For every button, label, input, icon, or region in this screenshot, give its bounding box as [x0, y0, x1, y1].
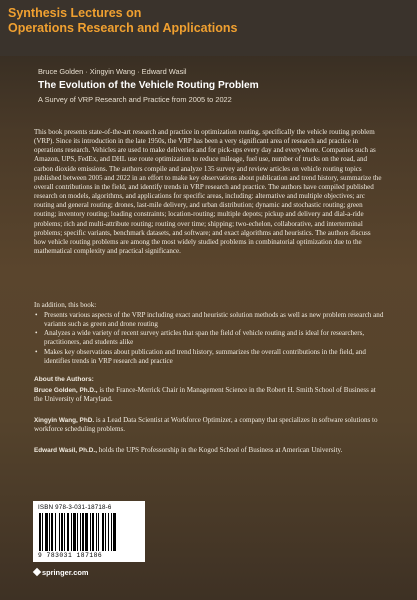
feature-text: Analyzes a wide variety of recent survey articles that span the field of vehicle routing and is ideal for researchers, practitioners, and students alike — [44, 329, 365, 347]
publisher-link[interactable] — [34, 568, 88, 577]
barcode-stripe — [39, 513, 41, 551]
barcode-stripe — [85, 513, 88, 551]
publisher-site: springer.com — [42, 568, 89, 577]
feature-text: Makes key observations about publication and trend history, summarizes the overall contributions in the field, and identifies trends in VRP research and practice — [44, 347, 366, 365]
author-bio — [34, 386, 379, 404]
about-authors-heading: About the Authors: — [34, 376, 94, 383]
feature-item — [34, 348, 386, 366]
barcode — [33, 501, 145, 562]
series-title-line2: Operations Research and Applications — [8, 21, 238, 35]
barcode-stripe — [59, 513, 60, 551]
barcode-stripe — [51, 513, 53, 551]
barcode-stripe — [105, 513, 106, 551]
feature-list — [34, 311, 386, 366]
bullet-icon: • — [35, 347, 38, 356]
barcode-stripe — [73, 513, 76, 551]
author-name: Xingyin Wang, PhD. — [34, 417, 95, 424]
barcode-stripe — [64, 513, 65, 551]
author-bio-text: is the France-Merrick Chair in Management Science in the Robert H. Smith School of Business at the University of Maryland. — [34, 386, 376, 404]
author-name: Bruce Golden, Ph.D., — [34, 387, 98, 394]
series-title-line1: Synthesis Lectures on — [8, 6, 142, 20]
book-subtitle: A Survey of VRP Research and Practice from 2005 to 2022 — [38, 95, 232, 104]
barcode-stripe — [96, 513, 97, 551]
barcode-stripe — [80, 513, 81, 551]
author-name: Edward Wasil, Ph.D., — [34, 447, 97, 454]
author-bio-text: holds the UPS Professorship in the Kogod School of Business at American University. — [96, 446, 343, 454]
feature-item — [34, 329, 386, 347]
barcode-stripe — [111, 513, 112, 551]
barcode-stripe — [61, 513, 63, 551]
barcode-stripe — [45, 513, 48, 551]
author-bio — [34, 416, 379, 434]
springer-logo-icon — [33, 568, 41, 576]
barcode-stripe — [92, 513, 94, 551]
barcode-stripe — [90, 513, 91, 551]
barcode-stripe — [71, 513, 72, 551]
barcode-stripe — [67, 513, 69, 551]
barcode-bars — [39, 513, 139, 551]
barcode-stripe — [49, 513, 50, 551]
feature-item — [34, 311, 386, 329]
barcode-stripe — [55, 513, 56, 551]
book-title: The Evolution of the Vehicle Routing Problem — [38, 80, 259, 91]
barcode-stripe — [113, 513, 116, 551]
barcode-stripe — [42, 513, 43, 551]
isbn-label: ISBN 978-3-031-18718-6 — [38, 504, 112, 511]
feature-text: Presents various aspects of the VRP including exact and heuristic solution methods as well as new problem research and variants such as green and drone routing — [44, 311, 384, 329]
book-authors: Bruce Golden · Xingyin Wang · Edward Wasil — [38, 67, 187, 76]
barcode-stripe — [77, 513, 78, 551]
book-description: This book presents state-of-the-art research and practice in optimization routing, specifically the vehicle routing problem (VRP). Since its introduction in the late 1950s, the VRP has been a very significant area of research and practice in operations research. Vehicles are used to make deliveries and for pick-ups every day and everywhere. Companies such as Amazon, UPS, FedEx, and DHL use route optimization to reduce mileage, fuel use, number of trucks on the road, and carbon dioxide emissions. The authors compile and analyze 135 survey and review articles on vehicle routing topics published between 2005 and 2022 in an effort to make key observations about publication and trend history, summarize the overall contributions in the field, and identify trends in VRP research and practice. The authors have compiled published research on models, algorithms, and applications for specific areas, including: alternative and multiple objectives; arc routing and general routing; drones, last-mile delivery, and urban distribution; dynamic and stochastic routing; green routing; inventory routing; loading constraints; location-routing; multiple depots; pickup and delivery and dial-a-ride problems; rich and multi-attribute routing; routing over time; shipping; two-echelon, collaborative, and interterminal problems; specific variants, benchmark datasets, and software; and exact algorithms and heuristics. The authors discuss how vehicle routing problems are among the most widely studied problems in combinatorial optimization due to the mathematical complexity and practical significance. — [34, 128, 382, 256]
series-title — [8, 6, 388, 36]
barcode-digits: 9 783031 187186 — [38, 552, 103, 559]
barcode-stripe — [108, 513, 109, 551]
bullet-icon: • — [35, 311, 38, 319]
author-bio — [34, 446, 379, 455]
addition-intro: In addition, this book: — [34, 301, 97, 309]
barcode-stripe — [98, 513, 99, 551]
author-bio-text: is a Lead Data Scientist at Workforce Optimizer, a company that specializes in software solutions to workforce scheduling problems. — [34, 416, 378, 434]
barcode-stripe — [82, 513, 84, 551]
barcode-stripe — [102, 513, 104, 551]
bullet-icon: • — [35, 329, 38, 338]
